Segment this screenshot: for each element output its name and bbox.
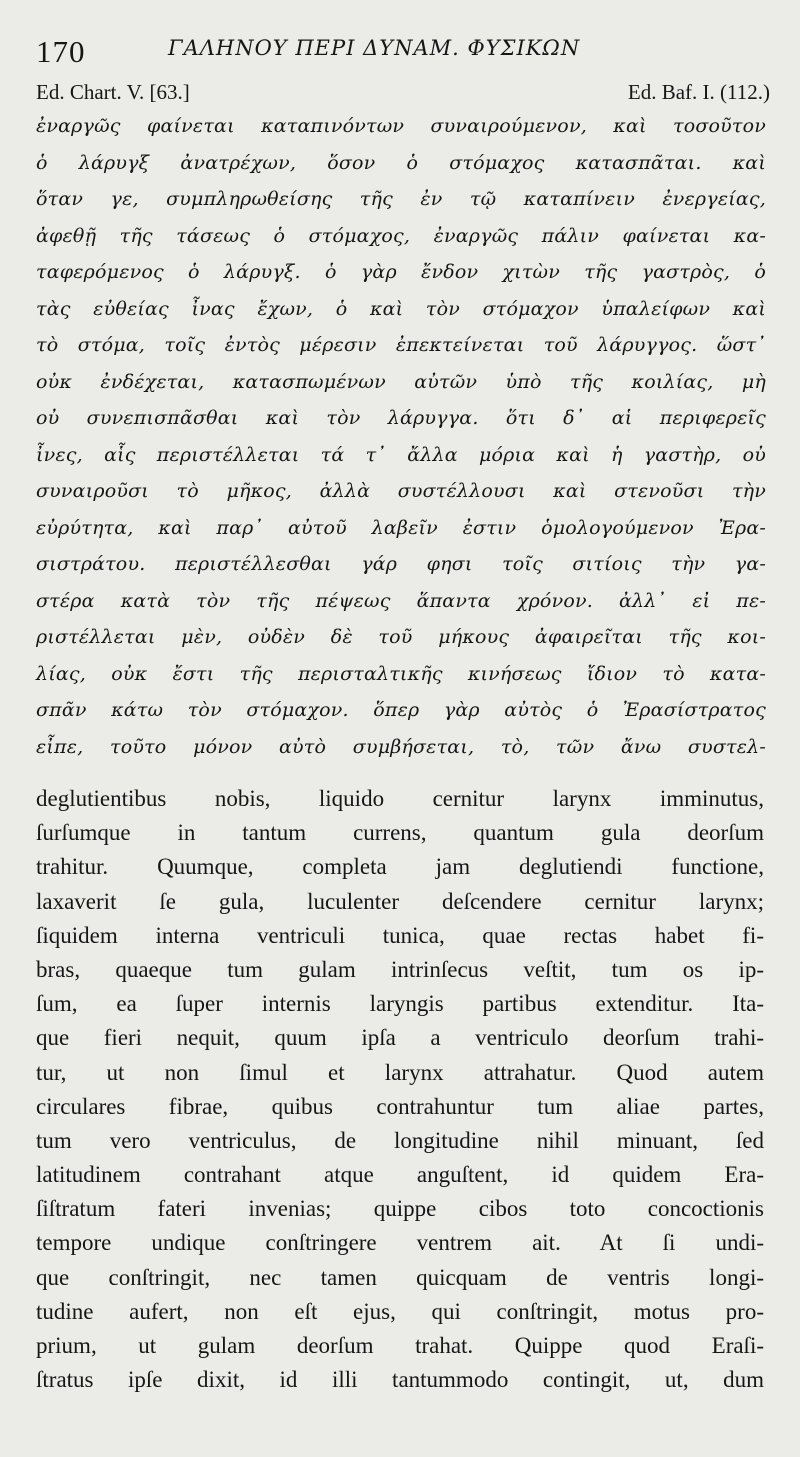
greek-text-line: ριστέλλεται μὲν, οὐδὲν δὲ τοῦ μήκους ἀφαιρεῖται τῆς κοι- <box>36 626 766 648</box>
latin-text-line: que conſtringit, nec tamen quicquam de ventris longi- <box>36 1264 764 1290</box>
greek-text-line: εἶπε, τοῦτο μόνον αὐτὸ συμβήσεται, τὸ, τῶν ἄνω συστελ- <box>36 735 766 758</box>
greek-text-line: στέρα κατὰ τὸν τῆς πέψεως ἅπαντα χρόνον. ἀλλ᾽ εἰ πε- <box>36 589 766 612</box>
greek-text-line: ὁ λάρυγξ ἀνατρέχων, ὅσον ὁ στόμαχος κατασπᾶται. καὶ <box>36 151 766 174</box>
greek-text-line: τὰς εὐθείας ἶνας ἔχων, ὁ καὶ τὸν στόμαχον ὑπαλείφων καὶ <box>36 297 766 320</box>
running-title: ΓΑΛΗΝΟΥ ΠΕΡΙ ΔΥΝΑΜ. ΦΥΣΙΚΩΝ <box>168 36 581 60</box>
greek-text-line: τὸ στόμα, τοῖς ἐντὸς μέρεσιν ἐπεκτείνεται τοῦ λάρυγγος. ὥστ᾽ <box>36 334 766 356</box>
latin-text-block <box>36 782 764 1397</box>
edition-reference-basel: Ed. Baf. I. (112.) <box>627 80 770 104</box>
latin-text-line: prium, ut gulam deorſum trahat. Quippe quod Eraſi- <box>36 1333 764 1358</box>
greek-text-line: ταφερόμενος ὁ λάρυγξ. ὁ γὰρ ἔνδον χιτὼν τῆς γαστρὸς, ὁ <box>36 261 766 283</box>
page-header <box>36 30 770 70</box>
greek-text-line: ἐναργῶς φαίνεται καταπινόντων συναιρούμενον, καὶ τοσοῦτον <box>36 115 766 137</box>
latin-text-line: latitudinem contrahant atque anguſtent, id quidem Era- <box>36 1162 764 1188</box>
latin-text-line: tur, ut non ſimul et larynx attrahatur. Quod autem <box>36 1059 764 1085</box>
greek-text-line: σιστράτου. περιστέλλεσθαι γάρ φησι τοῖς σιτίοις τὴν γα- <box>36 553 766 575</box>
edition-references <box>36 80 770 108</box>
latin-text-line: ſum, ea ſuper internis laryngis partibus extenditur. Ita- <box>36 991 764 1017</box>
latin-text-line: que fieri nequit, quum ipſa a ventriculo deorſum trahi- <box>36 1025 764 1051</box>
greek-text-line: λίας, οὐκ ἔστι τῆς περισταλτικῆς κινήσεως ἴδιον τὸ κατα- <box>36 662 766 685</box>
latin-text-line: tudine aufert, non eſt ejus, qui conſtringit, motus pro- <box>36 1298 764 1324</box>
greek-text-line: οὐ συνεπισπᾶσθαι καὶ τὸν λάρυγγα. ὅτι δ᾽ αἱ περιφερεῖς <box>36 407 766 429</box>
latin-text-line: ſiquidem interna ventriculi tunica, quae rectas habet fi- <box>36 922 764 948</box>
greek-text-block <box>36 108 766 765</box>
page-number: 170 <box>36 34 86 69</box>
latin-text-line: tum vero ventriculus, de longitudine nihil minuant, ſed <box>36 1127 764 1153</box>
greek-text-line: εὐρύτητα, καὶ παρ᾽ αὐτοῦ λαβεῖν ἐστιν ὁμολογούμενον Ἐρα- <box>36 516 766 539</box>
latin-text-line: tempore undique conſtringere ventrem ait. At ſi undi- <box>36 1230 764 1256</box>
latin-text-line: ſiſtratum fateri invenias; quippe cibos toto concoctionis <box>36 1196 764 1222</box>
edition-reference-chart: Ed. Chart. V. [63.] <box>36 80 190 104</box>
latin-text-line: ſurſumque in tantum currens, quantum gula deorſum <box>36 820 764 846</box>
latin-text-line: deglutientibus nobis, liquido cernitur larynx imminutus, <box>36 786 764 811</box>
greek-text-line: συναιροῦσι τὸ μῆκος, ἀλλὰ συστέλλουσι καὶ στενοῦσι τὴν <box>36 480 766 502</box>
greek-text-line: οὐκ ἐνδέχεται, κατασπωμένων αὐτῶν ὑπὸ τῆς κοιλίας, μὴ <box>36 370 766 393</box>
greek-text-line: ἀφεθῇ τῆς τάσεως ὁ στόμαχος, ἐναργῶς πάλιν φαίνεται κα- <box>36 224 766 247</box>
latin-text-line: circulares fibrae, quibus contrahuntur tum aliae partes, <box>36 1093 764 1119</box>
latin-text-line: ſtratus ipſe dixit, id illi tantummodo contingit, ut, dum <box>36 1367 764 1393</box>
latin-text-line: bras, quaeque tum gulam intrinſecus veſtit, tum os ip- <box>36 956 764 982</box>
greek-text-line: σπᾶν κάτω τὸν στόμαχον. ὅπερ γὰρ αὐτὸς ὁ Ἐρασίστρατος <box>36 699 766 721</box>
latin-text-line: laxaverit ſe gula, luculenter deſcendere cernitur larynx; <box>36 888 764 914</box>
greek-text-line: ἶνες, αἷς περιστέλλεται τά τ᾽ ἄλλα μόρια καὶ ἡ γαστὴρ, οὐ <box>36 443 766 466</box>
greek-text-line: ὅταν γε, συμπληρωθείσης τῆς ἐν τῷ καταπίνειν ἐνεργείας, <box>36 188 766 210</box>
latin-text-line: trahitur. Quumque, completa jam deglutiendi functione, <box>36 854 764 880</box>
